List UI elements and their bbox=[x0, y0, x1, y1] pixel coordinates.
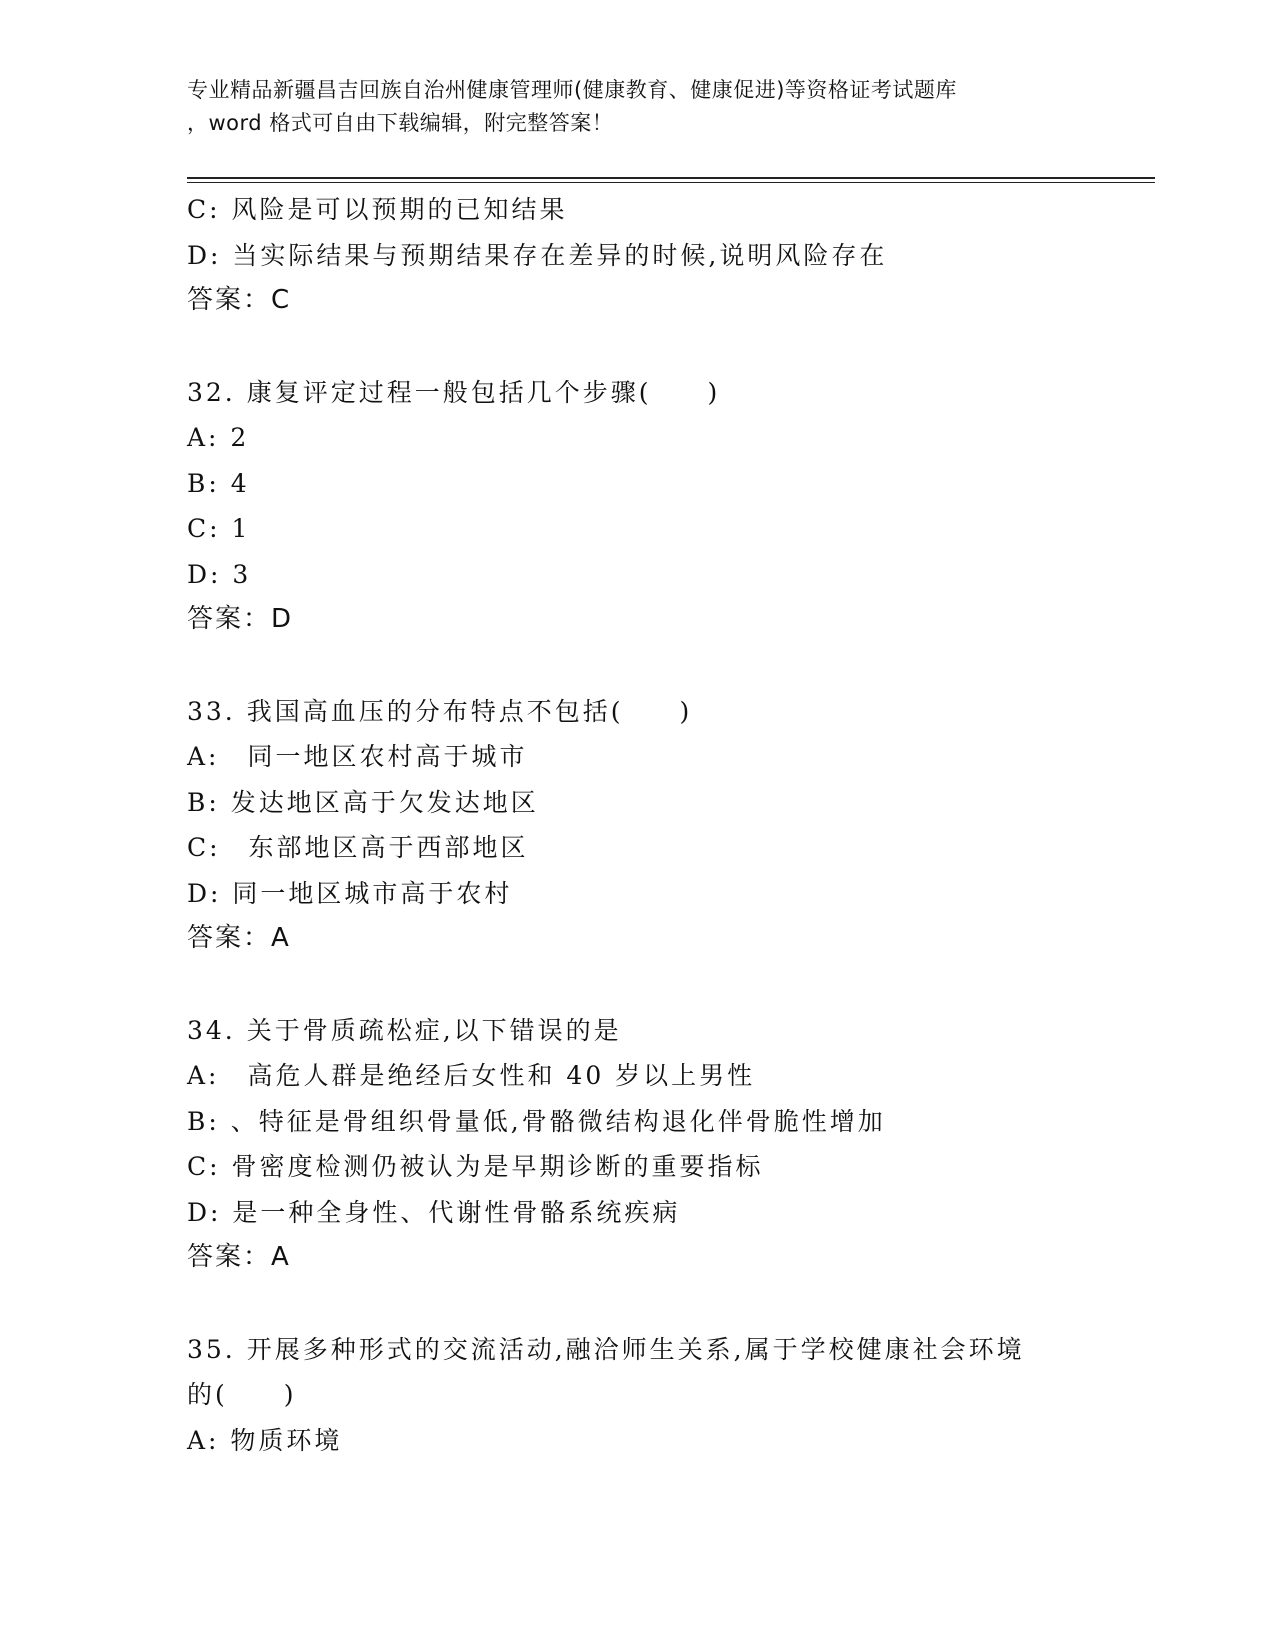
spacer bbox=[187, 324, 1147, 370]
option-a: A: 2 bbox=[187, 423, 250, 452]
option-d: D: 同一地区城市高于农村 bbox=[187, 878, 513, 908]
option-c: C: 东部地区高于西部地区 bbox=[187, 833, 529, 862]
question-text: 32. 康复评定过程一般包括几个步骤( ) bbox=[187, 377, 721, 407]
question-text bbox=[187, 1327, 1147, 1418]
answer-line: 答案：A bbox=[187, 1242, 291, 1272]
spacer bbox=[187, 962, 1147, 1008]
option-a: A: 高危人群是绝经后女性和 40 岁以上男性 bbox=[187, 1061, 756, 1090]
option-d: D: 是一种全身性、代谢性骨骼系统疾病 bbox=[187, 1197, 681, 1227]
question-text: 33. 我国高血压的分布特点不包括( ) bbox=[187, 696, 693, 726]
header-divider-thick bbox=[187, 177, 1155, 179]
header-divider-thin bbox=[187, 182, 1155, 183]
answer-line: 答案：D bbox=[187, 604, 294, 634]
answer-line: 答案：A bbox=[187, 923, 291, 953]
spacer bbox=[187, 643, 1147, 689]
question-block-34 bbox=[187, 1008, 1147, 1281]
option-b: B: 4 bbox=[187, 468, 250, 498]
option-c: C: 风险是可以预期的已知结果 bbox=[187, 195, 568, 224]
option-b: B: 、特征是骨组织骨量低,骨骼微结构退化伴骨脆性增加 bbox=[187, 1106, 886, 1136]
question-list bbox=[187, 187, 1147, 1463]
question-text-line-1: 35. 开展多种形式的交流活动,融洽师生关系,属于学校健康社会环境 bbox=[187, 1334, 1025, 1364]
option-c: C: 骨密度检测仍被认为是早期诊断的重要指标 bbox=[187, 1152, 764, 1181]
option-d: D: 3 bbox=[187, 559, 252, 589]
question-block-33 bbox=[187, 689, 1147, 962]
question-text-line-2: 的( ) bbox=[187, 1380, 297, 1409]
option-d: D: 当实际结果与预期结果存在差异的时候,说明风险存在 bbox=[187, 240, 888, 270]
document-header bbox=[187, 74, 1107, 140]
question-text: 34. 关于骨质疏松症,以下错误的是 bbox=[187, 1015, 622, 1045]
option-a: A: 同一地区农村高于城市 bbox=[187, 742, 528, 771]
option-c: C: 1 bbox=[187, 514, 251, 543]
question-block-31 bbox=[187, 187, 1147, 324]
header-title-line-1: 专业精品新疆昌吉回族自治州健康管理师(健康教育、健康促进)等资格证考试题库 bbox=[187, 78, 957, 102]
question-block-32 bbox=[187, 370, 1147, 643]
question-block-35 bbox=[187, 1327, 1147, 1464]
spacer bbox=[187, 1281, 1147, 1327]
header-title-line-2: ，word 格式可自由下载编辑，附完整答案！ bbox=[187, 111, 614, 135]
answer-line: 答案：C bbox=[187, 285, 292, 315]
option-a: A: 物质环境 bbox=[187, 1425, 343, 1455]
option-b: B: 发达地区高于欠发达地区 bbox=[187, 787, 539, 817]
